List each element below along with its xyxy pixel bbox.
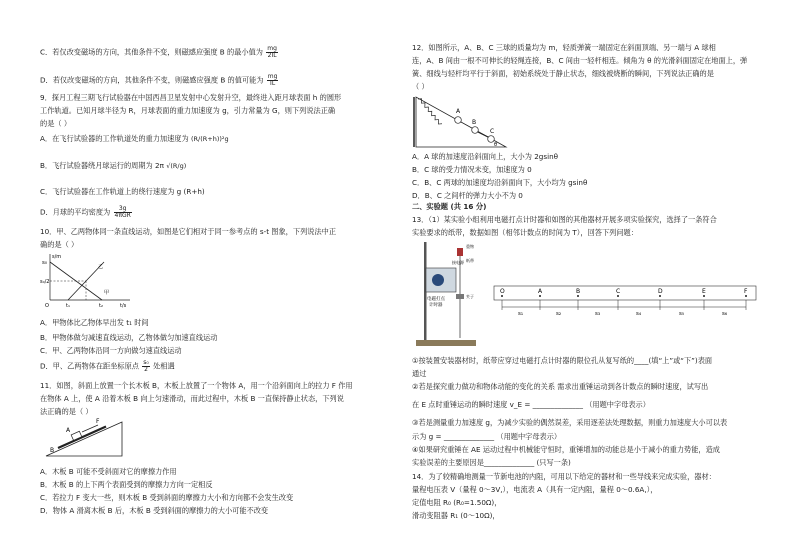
q13-stem-2: 实验要求的纸带，数据如图（相邻计数点的时间为 T），回答下列问题： xyxy=(412,228,638,237)
tape-segment-2: s₂ xyxy=(556,311,562,317)
q8-option-d-text: D．若仅改变磁场的方向，其他条件不变，则磁感应强度 B 的值可能为 xyxy=(40,75,264,85)
q9-option-b xyxy=(40,161,186,170)
tape-label-B: B xyxy=(576,288,581,295)
tape-segment-3: s₃ xyxy=(595,311,601,317)
q10-s0-label: s₀ xyxy=(42,260,48,266)
q12-ball-b xyxy=(472,127,479,134)
q10-option-d xyxy=(40,360,175,373)
tape-segment-1: s₁ xyxy=(518,311,524,317)
q13-step-5: 示为 g = ______________ （用题中字母表示） xyxy=(412,432,562,441)
q9-option-a xyxy=(40,134,229,143)
q13-step-7: 实验误差的主要原因是______________ (只写一条) xyxy=(412,458,571,467)
q11-option-d: D．物体 A 滑离木板 B 后，木板 B 受到斜面的摩擦力的大小可能不改变 xyxy=(40,506,269,515)
tape-point-A xyxy=(539,295,541,297)
q12-stem-2: 连，A、B 间由一根不可伸长的轻绳连接，B、C 间由一轻杆相连。倾角为 θ 的光滑斜面固定在地面上，弹 xyxy=(412,56,748,65)
q13-step-3: 在 E 点时重锤运动的瞬时速度 v_E = ______________ （用题中字母表示） xyxy=(412,400,650,409)
tape-point-F xyxy=(745,295,747,297)
q11-incline-figure xyxy=(46,418,126,458)
q12-option-c: C．B、C 两球的加速度均沿斜面向下，大小均为 gsinθ xyxy=(412,178,588,187)
tape-point-E xyxy=(703,295,705,297)
tape-label-C: C xyxy=(616,288,621,295)
q10-t1-label: t₁ xyxy=(66,303,70,309)
tape-label: 纸带 xyxy=(466,258,474,263)
q12-option-d: D．B、C 之间杆的弹力大小不为 0 xyxy=(412,191,523,200)
q10-option-c: C．甲、乙两物体沿同一方向做匀速直线运动 xyxy=(40,346,182,355)
timer-dial xyxy=(432,274,444,286)
tape-label-D: D xyxy=(658,288,663,295)
q10-s0half-label: s₀/2 xyxy=(40,279,50,285)
q9-option-a-expr: (R/(R+h))²g xyxy=(190,135,229,143)
timer-label-2: 计时器 xyxy=(429,303,443,308)
q9d-fraction xyxy=(114,206,132,219)
q8d-num: mg xyxy=(267,73,278,80)
tape-strip xyxy=(494,286,756,300)
power-label: 接电源 xyxy=(452,260,464,265)
q8-option-d xyxy=(40,74,279,87)
section-2-heading: 二、实验题 (共 16 分) xyxy=(412,202,487,211)
weight-label: 重物 xyxy=(466,244,474,249)
q8-option-c xyxy=(40,46,279,59)
q9-option-d xyxy=(40,206,133,219)
tape-point-C xyxy=(617,295,619,297)
tape-point-B xyxy=(577,295,579,297)
q9-stem-1: 9．探月工程三期飞行试验器在中国西昌卫星发射中心发射升空，最终进入距月球表面 h 的圆形 xyxy=(40,93,342,102)
q10-option-d-tail: 处相遇 xyxy=(153,361,175,371)
q10-stem-2: 确的是（ ） xyxy=(40,240,79,249)
q13-paper-tape xyxy=(494,280,756,316)
q13-step-2: ②若是探究重力做功和物体动能的变化的关系 需求出重锤运动到各计数点的瞬时速度，试写出 xyxy=(412,382,709,391)
q8c-num: mg xyxy=(267,45,277,52)
q10-stem-1: 10．甲、乙两物体同一条直线运动，如图是它们相对于同一参考点的 s-t 图象，下列说法中正 xyxy=(40,227,337,236)
q8d-fraction xyxy=(267,74,279,87)
q9-option-b-expr: √(R/g) xyxy=(166,162,187,170)
q8c-fraction xyxy=(266,46,278,59)
q10d-num: s₀ xyxy=(143,359,149,366)
q10-xlabel: t/s xyxy=(120,303,127,309)
q12-option-a: A．A 球的加速度沿斜面向上，大小为 2gsinθ xyxy=(412,152,559,161)
q14-stem-1: 14．为了较精确地测量一节新电池的内阻，可用以下给定的器材和一些导线来完成实验，器材： xyxy=(412,472,716,481)
q12-theta-label: θ xyxy=(494,142,498,148)
q13-apparatus xyxy=(416,240,488,350)
q13-step-6: ④如果研究重锤在 AE 运动过程中机械能守恒时，重锤增加的动能总是小于减小的重力势能，造成 xyxy=(412,445,720,454)
q11-option-c: C．若拉力 F 变大一些，则木板 B 受到斜面的摩擦力大小和方向都不会发生改变 xyxy=(40,493,294,502)
q10d-den: 2 xyxy=(144,366,148,373)
q14-stem-4: 滑动变阻器 R₁ (0～10Ω)， xyxy=(412,511,500,520)
q10-jia-label: 甲 xyxy=(104,290,110,296)
q10-option-d-text: D．甲、乙两物体在距坐标原点 xyxy=(40,361,139,371)
q10-yi-label: 乙 xyxy=(98,264,104,270)
tape-label-F: F xyxy=(744,288,748,295)
tape-point-O xyxy=(501,295,503,297)
q11-option-b: B．木板 B 的上下两个表面受到的摩擦力方向一定相反 xyxy=(40,480,213,489)
tape-label-A: A xyxy=(538,288,543,295)
q8d-den: IL xyxy=(270,80,276,87)
q9-option-c: C．飞行试验器在工作轨道上的绕行速度为 g (R+h) xyxy=(40,187,205,196)
q8c-den: 2IL xyxy=(267,52,277,59)
q11-f-label: F xyxy=(96,418,100,425)
clip-label: 夹子 xyxy=(466,294,474,299)
tape-segment-6: s₆ xyxy=(722,311,728,317)
q10-origin: O xyxy=(45,303,49,309)
q12-rod xyxy=(478,132,488,137)
q13-stem-1: 13．（1）某实验小组利用电磁打点计时器和如图的其他器材开展多项实验探究，选择了一条符合 xyxy=(412,215,717,224)
q10-t2-label: t₂ xyxy=(99,303,103,309)
q9d-num: 3g xyxy=(114,206,132,213)
q10-ylabel: s/m xyxy=(52,254,62,260)
weight xyxy=(457,248,463,256)
q11-option-a: A．木板 B 可能不受斜面对它的摩擦力作用 xyxy=(40,467,177,476)
q9-option-d-text: D．月球的平均密度为 xyxy=(40,207,111,217)
q12-incline-figure xyxy=(414,93,510,151)
q10d-fraction xyxy=(142,360,150,373)
tape-label-O: O xyxy=(500,288,505,295)
q10-option-b: B．甲物体做匀减速直线运动，乙物体做匀加速直线运动 xyxy=(40,333,218,342)
q12-stem-3: 簧、细线与轻杆均平行于斜面，初始系统处于静止状态，细线被烧断的瞬间，下列说法正确的是 xyxy=(412,69,714,78)
q12-c-label: C xyxy=(490,128,495,135)
q10-option-a: A．甲物体比乙物体早出发 t₁ 时间 xyxy=(40,318,149,327)
q10-st-graph xyxy=(40,252,132,309)
q9-option-b-text: B．飞行试验器绕月球运行的周期为 2π xyxy=(40,161,164,170)
q12-stem-4: （ ） xyxy=(412,82,429,91)
q12-string xyxy=(461,122,472,128)
tape-segment-4: s₄ xyxy=(636,311,642,317)
tape-segment-5: s₅ xyxy=(679,311,685,317)
q11-stem-3: 法正确的是（ ） xyxy=(40,407,93,416)
q14-stem-2: 量程电压表 V（量程 0～3V,），电流表 A（具有一定内阻，量程 0～0.6A,）， xyxy=(412,485,658,494)
q12-stem-1: 12．如图所示，A、B、C 三球的质量均为 m，轻质弹簧一端固定在斜面顶端、另一端与 A 球相 xyxy=(412,43,716,52)
q12-b-label: B xyxy=(472,119,477,126)
q9d-den: 4πGR xyxy=(114,212,131,219)
stand-base xyxy=(416,340,476,346)
q11-incline xyxy=(46,422,122,456)
q8-option-c-text: C．若仅改变磁场的方向，其他条件不变，则磁感应强度 B 的最小值为 xyxy=(40,47,263,57)
q14-stem-3: 定值电阻 R₀ (R₀=1.50Ω)， xyxy=(412,498,502,507)
q12-a-label: A xyxy=(456,108,461,115)
q13-step-1: ①按装置安装器材时，纸带应穿过电磁打点计时器的限位孔从复写纸的____(填“上”或“下”)表面 xyxy=(412,356,713,365)
q13-step-1b: 通过 xyxy=(412,369,427,378)
clip xyxy=(456,294,464,299)
q11-stem-1: 11．如图，斜面上放置一个长木板 B，木板上放置了一个物体 A，用一个沿斜面向上的拉力 F 作用 xyxy=(40,381,353,390)
q13-step-4: ③若是测量重力加速度 g，为减少实验的偶然误差，采用逐差法处理数据，则重力加速度大小可以表 xyxy=(412,418,728,427)
timer-label: 电磁打点 xyxy=(427,297,445,302)
q12-option-b: B．C 球的受力情况未变，加速度为 0 xyxy=(412,165,532,174)
q11-a-label: A xyxy=(66,427,71,434)
q9-stem-3: 的是（ ） xyxy=(40,119,72,128)
tape-point-D xyxy=(659,295,661,297)
q11-stem-2: 在物体 A 上，使 A 沿着木板 B 向上匀速滑动，而此过程中，木板 B 一直保持静止状态，下列说 xyxy=(40,394,344,403)
q11-b-label: B xyxy=(50,447,55,454)
q9-stem-2: 工作轨道。已知月球半径为 R，月球表面的重力加速度为 g，引力常量为 G，则下列说法正确 xyxy=(40,106,336,115)
tape-label-E: E xyxy=(702,288,706,295)
q9-option-a-text: A．在飞行试验器的工作轨道处的重力加速度为 xyxy=(40,134,189,143)
q12-ball-a xyxy=(455,117,462,124)
